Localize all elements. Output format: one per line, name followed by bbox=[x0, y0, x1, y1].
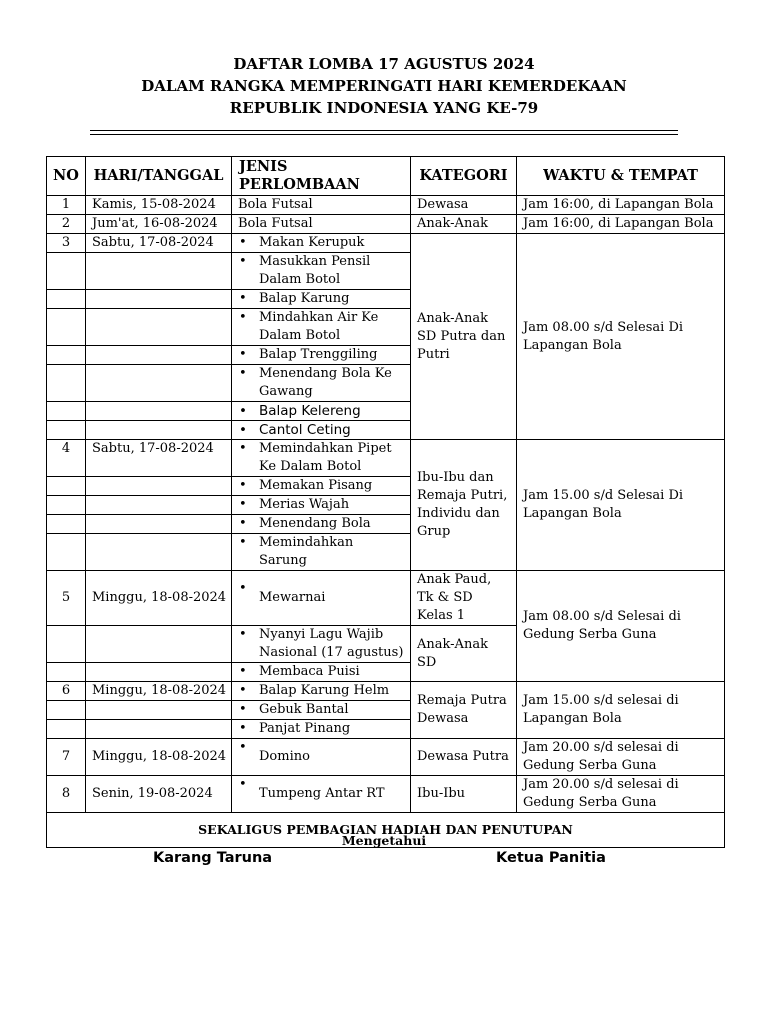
bullet-icon: • bbox=[239, 664, 247, 679]
row-time-place: Jam 15.00 s/d selesai di Lapangan Bola bbox=[517, 682, 725, 739]
event-item: • Nyanyi Lagu Wajib Nasional (17 agustus) bbox=[232, 626, 411, 663]
title-line-2: DALAM RANGKA MEMPERINGATI HARI KEMERDEKAAN bbox=[141, 77, 627, 95]
event-item: Bola Futsal bbox=[232, 215, 411, 234]
row-number: 8 bbox=[47, 776, 86, 813]
event-item: • Memindahkan Sarung bbox=[232, 534, 411, 571]
event-item: • Makan Kerupuk bbox=[232, 234, 411, 253]
event-item: • Tumpeng Antar RT bbox=[232, 776, 411, 813]
table-header-row bbox=[47, 157, 725, 196]
event-item: • Merias Wajah bbox=[232, 496, 411, 515]
row-time-place: Jam 08.00 s/d Selesai di Gedung Serba Guna bbox=[517, 571, 725, 682]
bullet-icon: • bbox=[239, 683, 247, 698]
signature-right: Ketua Panitia bbox=[496, 850, 606, 866]
row-time-place: Jam 15.00 s/d Selesai Di Lapangan Bola bbox=[517, 440, 725, 571]
bullet-icon: • bbox=[239, 702, 247, 717]
event-item: • Balap Kelereng bbox=[232, 402, 411, 421]
table-row bbox=[47, 215, 725, 234]
row-day: Sabtu, 17-08-2024 bbox=[86, 440, 232, 477]
table-row bbox=[47, 776, 725, 813]
row-time-place: Jam 16:00, di Lapangan Bola bbox=[517, 215, 725, 234]
bullet-icon: • bbox=[239, 535, 247, 550]
title-line-3: REPUBLIK INDONESIA YANG KE-79 bbox=[229, 99, 539, 117]
event-item: Bola Futsal bbox=[232, 196, 411, 215]
row-number: 2 bbox=[47, 215, 86, 234]
bullet-icon: • bbox=[239, 254, 247, 269]
event-item: • Masukkan Pensil Dalam Botol bbox=[232, 253, 411, 290]
competition-table bbox=[46, 156, 725, 848]
event-item: • Domino bbox=[232, 739, 411, 776]
row-day: Minggu, 18-08-2024 bbox=[86, 739, 232, 776]
title-rule-top bbox=[90, 130, 678, 131]
bullet-icon: • bbox=[239, 422, 247, 438]
table-row bbox=[47, 682, 725, 701]
row-number: 7 bbox=[47, 739, 86, 776]
row-category: Ibu-Ibu dan Remaja Putri, Individu dan Grup bbox=[411, 440, 517, 571]
acknowledged-label: Mengetahui bbox=[341, 833, 427, 848]
header-day: HARI/TANGGAL bbox=[86, 157, 232, 196]
event-item: • Memakan Pisang bbox=[232, 477, 411, 496]
table-row bbox=[47, 196, 725, 215]
row-day: Kamis, 15-08-2024 bbox=[86, 196, 232, 215]
bullet-icon: • bbox=[239, 235, 247, 250]
bullet-icon: • bbox=[239, 581, 247, 596]
event-item: • Membaca Puisi bbox=[232, 663, 411, 682]
bullet-icon: • bbox=[239, 403, 247, 419]
event-item: • Menendang Bola bbox=[232, 515, 411, 534]
table-row bbox=[47, 571, 725, 626]
title-rule-bottom bbox=[90, 134, 678, 135]
event-item: • Cantol Ceting bbox=[232, 421, 411, 440]
document-title bbox=[0, 53, 768, 119]
event-item: • Mindahkan Air Ke Dalam Botol bbox=[232, 309, 411, 346]
event-item: • Balap Karung bbox=[232, 290, 411, 309]
bullet-icon: • bbox=[239, 291, 247, 306]
row-category: Anak-Anak SD bbox=[411, 626, 517, 682]
bullet-icon: • bbox=[239, 478, 247, 493]
row-day: Jum'at, 16-08-2024 bbox=[86, 215, 232, 234]
bullet-icon: • bbox=[239, 516, 247, 531]
title-line-1: DAFTAR LOMBA 17 AGUSTUS 2024 bbox=[233, 55, 535, 73]
row-category: Dewasa bbox=[411, 196, 517, 215]
table-row bbox=[47, 440, 725, 477]
row-day: Senin, 19-08-2024 bbox=[86, 776, 232, 813]
bullet-icon: • bbox=[239, 497, 247, 512]
row-time-place: Jam 20.00 s/d selesai di Gedung Serba Guna bbox=[517, 739, 725, 776]
event-item: • Menendang Bola Ke Gawang bbox=[232, 365, 411, 402]
closing-text: SEKALIGUS PEMBAGIAN HADIAH DAN PENUTUPAN bbox=[47, 813, 725, 848]
row-time-place: Jam 20.00 s/d selesai di Gedung Serba Guna bbox=[517, 776, 725, 813]
row-category: Remaja Putra Dewasa bbox=[411, 682, 517, 739]
row-category: Anak-Anak SD Putra dan Putri bbox=[411, 234, 517, 440]
row-day: Sabtu, 17-08-2024 bbox=[86, 234, 232, 253]
table-row bbox=[47, 739, 725, 776]
event-item: • Panjat Pinang bbox=[232, 720, 411, 739]
bullet-icon: • bbox=[239, 441, 247, 456]
header-category: KATEGORI bbox=[411, 157, 517, 196]
row-day: Minggu, 18-08-2024 bbox=[86, 571, 232, 626]
event-item: • Mewarnai bbox=[232, 571, 411, 626]
header-event: JENIS PERLOMBAAN bbox=[232, 157, 411, 196]
bullet-icon: • bbox=[239, 777, 247, 792]
row-number: 3 bbox=[47, 234, 86, 253]
row-number: 6 bbox=[47, 682, 86, 701]
event-item: • Memindahkan Pipet Ke Dalam Botol bbox=[232, 440, 411, 477]
row-time-place: Jam 16:00, di Lapangan Bola bbox=[517, 196, 725, 215]
bullet-icon: • bbox=[239, 721, 247, 736]
row-category: Dewasa Putra bbox=[411, 739, 517, 776]
bullet-icon: • bbox=[239, 740, 247, 755]
row-category: Anak-Anak bbox=[411, 215, 517, 234]
row-category: Ibu-Ibu bbox=[411, 776, 517, 813]
row-time-place: Jam 08.00 s/d Selesai Di Lapangan Bola bbox=[517, 234, 725, 440]
event-item: • Balap Trenggiling bbox=[232, 346, 411, 365]
row-number: 4 bbox=[47, 440, 86, 477]
bullet-icon: • bbox=[239, 347, 247, 362]
signature-left: Karang Taruna bbox=[153, 850, 273, 866]
header-time-place: WAKTU & TEMPAT bbox=[517, 157, 725, 196]
bullet-icon: • bbox=[239, 627, 247, 642]
bullet-icon: • bbox=[239, 310, 247, 325]
event-item: • Gebuk Bantal bbox=[232, 701, 411, 720]
row-number: 5 bbox=[47, 571, 86, 626]
event-item: • Balap Karung Helm bbox=[232, 682, 411, 701]
header-no: NO bbox=[47, 157, 86, 196]
row-day: Minggu, 18-08-2024 bbox=[86, 682, 232, 701]
table-row bbox=[47, 234, 725, 253]
row-category: Anak Paud, Tk & SD Kelas 1 bbox=[411, 571, 517, 626]
row-number: 1 bbox=[47, 196, 86, 215]
bullet-icon: • bbox=[239, 366, 247, 381]
